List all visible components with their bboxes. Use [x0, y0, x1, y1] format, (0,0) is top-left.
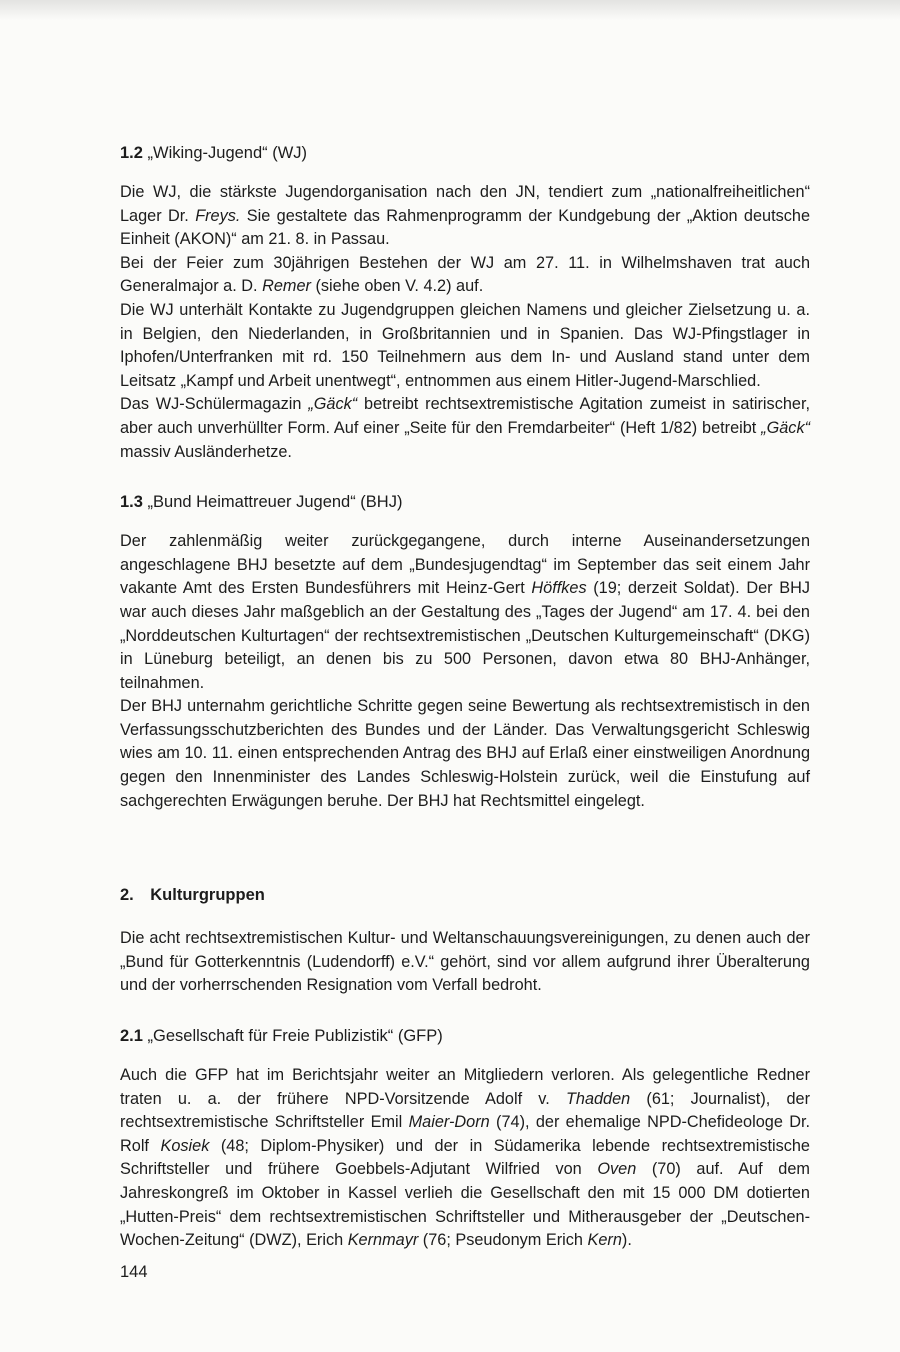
section-number: 2.: [120, 886, 134, 905]
section-heading: [120, 883, 810, 907]
paragraph: Das WJ-Schülermagazin „Gäck“ betreibt rechtsextremistische Agitation zumeist in satirischer, aber auch unverhüllter Form. Auf einer „Seite für den Fremdarbeiter“ (Heft 1/82) betreibt „Gäck“ massiv Ausländerhetze.: [120, 395, 810, 461]
italic-name: Höffkes: [531, 579, 587, 598]
italic-name: Maier-Dorn: [408, 1113, 490, 1132]
paragraph: Der BHJ unternahm gerichtliche Schritte gegen seine Bewertung als rechtsextremistisch in den Verfassungsschutzberichten des Bundes und der Länder. Das Verwaltungsgericht Schleswig wies am 10. 11. einen entsprechenden Antrag des BHJ auf Erlaß einer einstweiligen Anordnung gegen den Innenminister des Landes Schleswig-Holstein zurück, weil die Einstufung auf sachgerechten Erwägungen beruhe. Der BHJ hat Rechtsmittel eingelegt.: [120, 697, 810, 810]
section-number: 2.1: [120, 1027, 143, 1046]
paragraph: Die WJ unterhält Kontakte zu Jugendgruppen gleichen Namens und gleicher Zielsetzung u. a. in Belgien, den Niederlanden, in Großbritannien und in Spanien. Das WJ-Pfingstlager in Iphofen/Unterfranken mit rd. 150 Teilnehmern aus dem In- und Ausland stand unter dem Leitsatz „Kampf und Arbeit unentwegt“, entnommen aus einem Hitler-Jugend-Marschlied.: [120, 300, 810, 390]
italic-name: Kern: [587, 1231, 622, 1250]
section-2-1: [120, 1024, 810, 1253]
section-heading: [120, 141, 810, 165]
section-1-2: [120, 141, 810, 464]
section-title: Kulturgruppen: [133, 886, 265, 905]
section-gap: [120, 839, 810, 883]
page-number: 144: [120, 1263, 148, 1281]
italic-name: Oven: [597, 1160, 637, 1179]
italic-name: „Gäck“: [761, 418, 810, 437]
section-title: „Wiking-Jugend“ (WJ): [142, 144, 308, 162]
italic-name: „Gäck“: [308, 395, 358, 414]
section-number: 1.2: [120, 144, 143, 162]
section-title: „Bund Heimattreuer Jugend“ (BHJ): [142, 493, 403, 512]
document-page: [120, 141, 810, 1279]
italic-name: Kernmayr: [347, 1231, 419, 1250]
paragraph: Der zahlenmäßig weiter zurückgegangene, durch interne Auseinandersetzungen angeschlagene BHJ besetzte auf dem „Bundesjugendtag“ im September das seit einem Jahr vakante Amt des Ersten Bundesführers mit Heinz-Gert Höffkes (19; derzeit Soldat). Der BHJ war auch dieses Jahr maßgeblich an der Gestaltung des „Tages der Jugend“ am 17. 4. bei den „Norddeutschen Kulturtagen“ der rechtsextremistischen „Deutschen Kulturgemeinschaft“ (DKG) in Lüneburg beteiligt, an denen bis zu 500 Personen, davon etwa 80 BHJ-Anhänger, teilnahmen.: [120, 532, 810, 692]
paragraph: Auch die GFP hat im Berichtsjahr weiter an Mitgliedern verloren. Als gelegentliche Redner traten u. a. der frühere NPD-Vorsitzende Adolf v. Thadden (61; Journalist), der rechtsextremistische Schriftsteller Emil Maier-Dorn (74), der ehemalige NPD-Chefideologe Dr. Rolf Kosiek (48; Diplom-Physiker) und der in Südamerika lebende rechtsextremistische Schriftsteller und frühere Goebbels-Adjutant Wilfried von Oven (70) auf. Auf dem Jahreskongreß im Oktober in Kassel verlieh die Gesellschaft den mit 15 000 DM dotierten „Hutten-Preis“ dem rechtsextremistischen Schriftsteller und Mitherausgeber der „Deutschen-Wochen-Zeitung“ (DWZ), Erich Kernmayr (76; Pseudonym Erich Kern).: [120, 1066, 811, 1250]
paragraph: Die WJ, die stärkste Jugendorganisation nach den JN, tendiert zum „nationalfreiheitlichen“ Lager Dr. Freys. Sie gestaltete das Rahmenprogramm der Kundgebung der „Aktion deutsche Einheit (AKON)“ am 21. 8. in Passau.: [120, 183, 810, 249]
section-1-3: [120, 490, 810, 813]
italic-name: Remer: [262, 277, 311, 296]
section-number: 1.3: [120, 493, 143, 512]
scan-top-edge: [0, 0, 900, 20]
paragraph: Die acht rechtsextremistischen Kultur- und Weltanschauungsvereinigungen, zu denen auch der „Bund für Gotterkenntnis (Ludendorff) e.V.“ gehört, sind vor allem aufgrund ihrer Überalterung und der vorherrschenden Resignation vom Verfall bedroht.: [120, 929, 810, 995]
section-heading: [120, 1024, 810, 1048]
italic-name: Kosiek: [160, 1136, 210, 1155]
paragraph: Bei der Feier zum 30jährigen Bestehen der WJ am 27. 11. in Wilhelmshaven trat auch Generalmajor a. D. Remer (siehe oben V. 4.2) auf.: [120, 253, 810, 296]
section-title: „Gesellschaft für Freie Publizistik“ (GFP): [142, 1027, 443, 1046]
italic-name: Freys.: [195, 206, 241, 225]
italic-name: Thadden: [565, 1089, 631, 1108]
section-list: [120, 141, 810, 1253]
section-heading: [120, 490, 810, 514]
section-2: [120, 883, 810, 998]
